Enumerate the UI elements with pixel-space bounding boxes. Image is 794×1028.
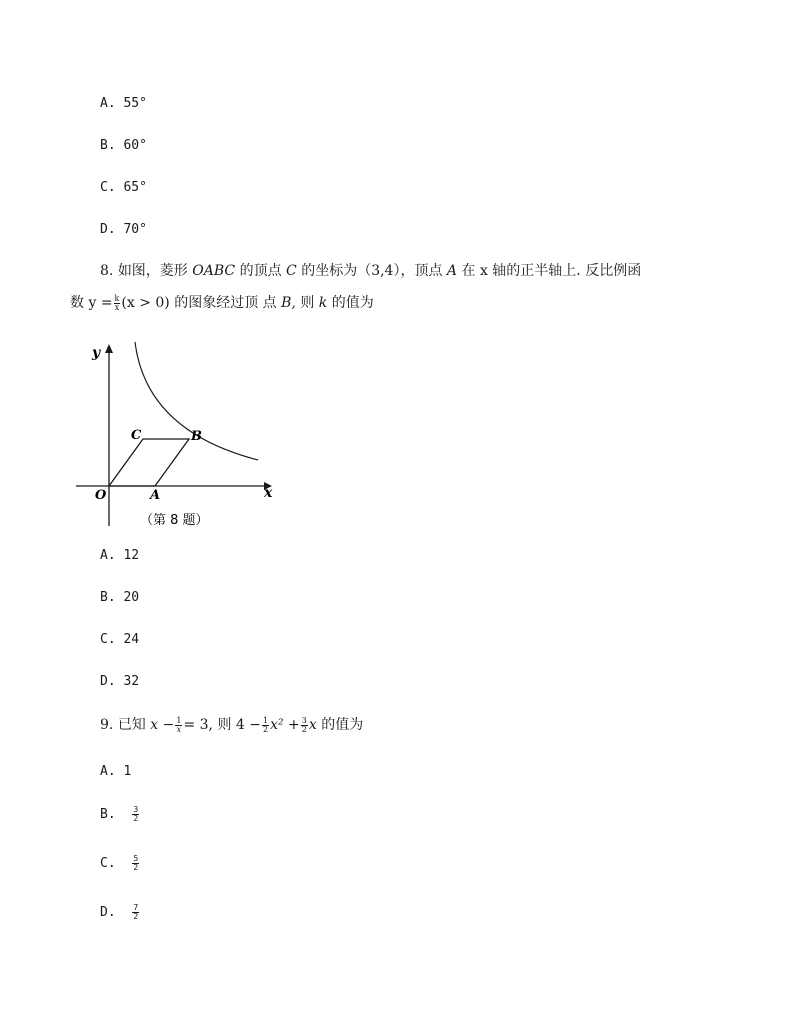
q8-text: 的图象经过顶 点 [174, 295, 277, 311]
q9-question [100, 716, 363, 734]
q8-option-c: C. 24 [100, 632, 140, 647]
q9-expr: x² + [270, 717, 300, 733]
q8-line1 [100, 262, 641, 280]
q8-domain: (x > 0) [121, 295, 170, 311]
q9-option-d-fraction: $\frac{7}{2}$ [133, 903, 139, 921]
q8-text: 数 [70, 295, 84, 311]
q8-function-lhs: y = [88, 295, 113, 311]
point-b-label: B [191, 429, 202, 444]
q8-line2 [70, 294, 374, 312]
figure-caption: （第 8 题） [140, 513, 209, 528]
q9-expr: x − [150, 717, 175, 733]
q8-text: 的坐标为（3,4），顶点 [301, 263, 443, 279]
q8-number: 8. [100, 263, 114, 279]
q9-fraction-3: $\frac{3}{2}$ [301, 715, 307, 734]
q9-text: 已知 [117, 717, 146, 733]
q9-text: 的值为 [321, 717, 364, 733]
q8-point-c: C [286, 263, 297, 279]
q9-number: 9. [100, 717, 114, 733]
q8-function-fraction: $\frac{k}{x}$ [114, 293, 120, 312]
q8-point-a: A [446, 263, 458, 279]
q8-text: 在 x 轴的正半轴上. 反比例函 [461, 263, 642, 279]
q7-option-a: A. 55° [100, 96, 147, 111]
q9-fraction-2: $\frac{1}{2}$ [262, 715, 269, 734]
q9-option-c: C. $\frac{5}{2}$ [100, 854, 139, 872]
q9-fraction-1: $\frac{1}{x}$ [176, 715, 182, 734]
q8-text: 如图，菱形 [117, 263, 188, 279]
x-axis-label: x [264, 485, 273, 501]
rhombus-oabc [109, 439, 189, 486]
q8-point-b: B, [281, 295, 296, 311]
q8-figure [66, 336, 286, 536]
q9-option-d: D. $\frac{7}{2}$ [100, 903, 139, 921]
q9-expr: x [308, 717, 317, 733]
q9-text: 则 [217, 717, 232, 733]
q9-expr: = 3, [183, 717, 213, 733]
y-axis-label: y [92, 345, 101, 361]
q8-option-d: D. 32 [100, 674, 140, 689]
q9-option-a: A. 1 [100, 764, 132, 779]
origin-label: O [95, 488, 107, 503]
q9-option-b-fraction: $\frac{3}{2}$ [133, 805, 139, 823]
q9-option-c-fraction: $\frac{5}{2}$ [133, 854, 139, 872]
point-a-label: A [150, 488, 161, 503]
q8-text: 的顶点 [239, 263, 282, 279]
q7-option-b: B. 60° [100, 138, 147, 153]
y-axis-arrow [105, 344, 113, 353]
q8-option-a: A. 12 [100, 548, 140, 563]
q7-option-c: C. 65° [100, 180, 147, 195]
q7-option-d: D. 70° [100, 222, 147, 237]
q9-expr: 4 − [235, 717, 261, 733]
q8-rhombus-name: OABC [192, 263, 236, 279]
q8-text: 则 [300, 295, 315, 311]
q8-option-b: B. 20 [100, 590, 140, 605]
q8-text: 的值为 [331, 295, 374, 311]
q9-option-b: B. $\frac{3}{2}$ [100, 805, 139, 823]
point-c-label: C [131, 428, 142, 443]
q8-k: k [318, 295, 328, 311]
